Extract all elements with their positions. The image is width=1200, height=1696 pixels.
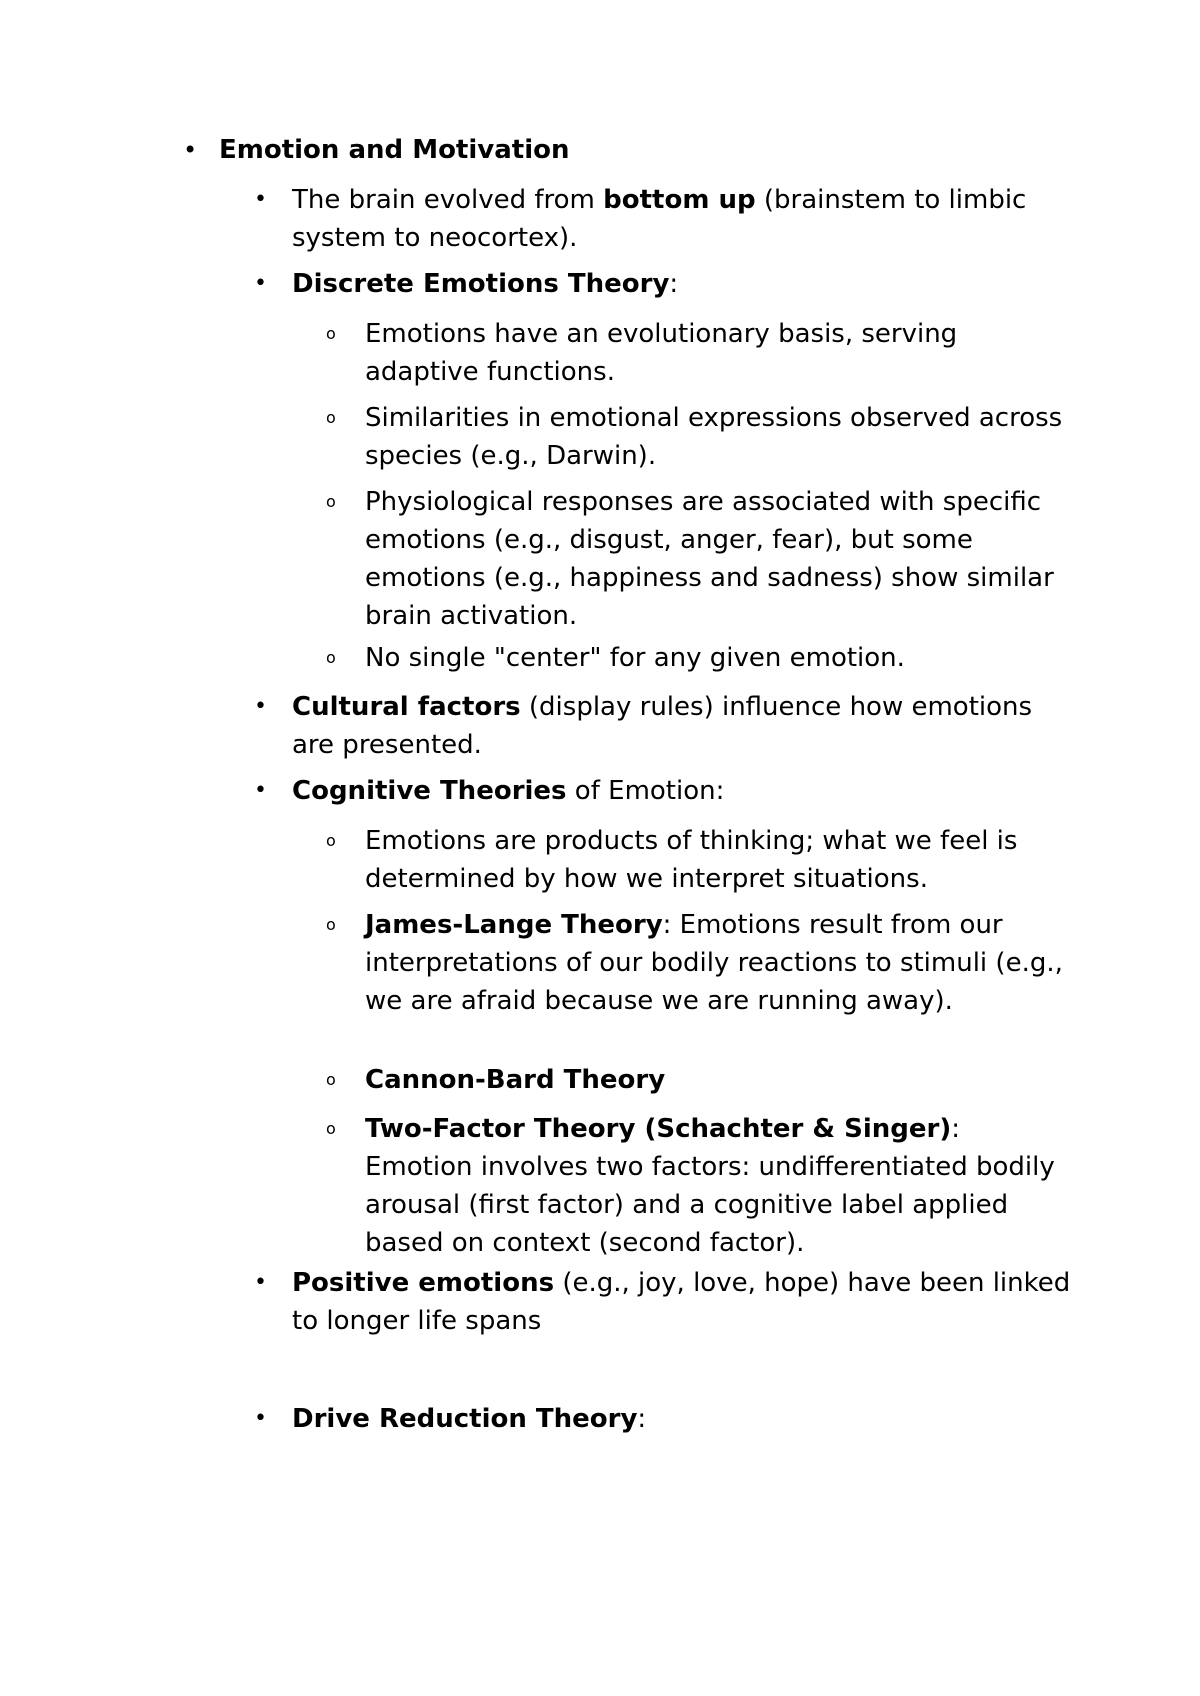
list-item-discrete-emotions: • Discrete Emotions Theory: xyxy=(292,265,1072,303)
list-item-brain-evolution: • The brain evolved from bottom up (brainstem to limbic system to neocortex). xyxy=(292,181,1072,257)
list-item-cultural-factors: • Cultural factors (display rules) influence how emotions are presented. xyxy=(292,688,1072,764)
sub-item-products-of-thinking: o Emotions are products of thinking; what we feel is determined by how we interpret situations. xyxy=(365,822,1070,898)
bullet-marker: • xyxy=(254,187,267,212)
sub-item-two-factor: o Two-Factor Theory (Schachter & Singer): Emotion involves two factors: undifferentiated bodily arousal (first factor) and a cognitive label applied based on context (second factor). xyxy=(365,1110,1070,1262)
sub-item-similarities: o Similarities in emotional expressions observed across species (e.g., Darwin). xyxy=(365,399,1070,475)
bullet-marker: • xyxy=(254,1406,267,1431)
sub-item-physiological: o Physiological responses are associated with specific emotions (e.g., disgust, anger, fear), but some emotions (e.g., happiness and sadness) show similar brain activation. xyxy=(365,483,1070,635)
bullet-marker: • xyxy=(254,694,267,719)
circle-marker: o xyxy=(326,492,336,511)
sub-item-cannon-bard: o Cannon-Bard Theory xyxy=(365,1061,1070,1099)
sub-item-evolutionary-basis: o Emotions have an evolutionary basis, serving adaptive functions. xyxy=(365,315,1070,391)
outline-heading-emotion-motivation xyxy=(183,131,1079,169)
heading-title: Emotion and Motivation xyxy=(219,135,570,165)
circle-marker: o xyxy=(326,408,336,427)
list-item-cognitive-theories: • Cognitive Theories of Emotion: xyxy=(292,772,1072,810)
circle-marker: o xyxy=(326,1119,336,1138)
bullet-marker: • xyxy=(254,1270,267,1295)
circle-marker: o xyxy=(326,831,336,850)
bullet-marker: • xyxy=(183,136,198,164)
bullet-marker: • xyxy=(254,778,267,803)
sub-item-james-lange: o James-Lange Theory: Emotions result from our interpretations of our bodily reactions to stimuli (e.g., we are afraid because we are running away). xyxy=(365,906,1070,1020)
circle-marker: o xyxy=(326,324,336,343)
list-item-drive-reduction: • Drive Reduction Theory: xyxy=(292,1400,1072,1438)
circle-marker: o xyxy=(326,1070,336,1089)
circle-marker: o xyxy=(326,915,336,934)
sub-item-no-center: o No single "center" for any given emotion. xyxy=(365,639,1070,677)
bullet-marker: • xyxy=(254,271,267,296)
circle-marker: o xyxy=(326,648,336,667)
list-item-positive-emotions: • Positive emotions (e.g., joy, love, hope) have been linked to longer life spans xyxy=(292,1264,1072,1340)
